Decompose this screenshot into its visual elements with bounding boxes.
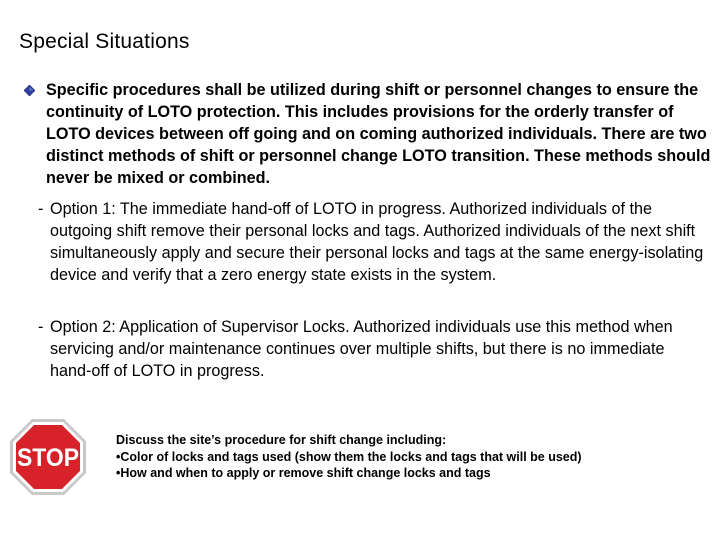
stop-sign-label: STOP	[17, 444, 79, 472]
option-2	[38, 316, 706, 382]
discussion-line: •Color of locks and tags used (show them the locks and tags that will be used)	[116, 449, 582, 464]
page-title: Special Situations	[19, 30, 190, 53]
option-2-text: Option 2: Application of Supervisor Locks. Authorized individuals use this method when servicing and/or maintenance continues over multiple shifts, but there is no immediate hand-off of LOTO in progress.	[50, 318, 673, 380]
discussion-line: Discuss the site’s procedure for shift change including:	[116, 433, 447, 447]
discussion-notes	[116, 432, 706, 482]
stop-sign-icon	[9, 418, 87, 496]
option-1-text: Option 1: The immediate hand-off of LOTO in progress. Authorized individuals of the outgoing shift remove their personal locks and tags. Authorized individuals of the next shift simultaneously apply and secure their personal locks and tags at the same energy-isolating device and verify that a zero energy state exists in the system.	[50, 200, 704, 284]
discussion-line: •How and when to apply or remove shift change locks and tags	[116, 466, 491, 480]
dash-marker: -	[38, 200, 44, 218]
dash-marker: -	[38, 318, 44, 336]
main-bullet-text: Specific procedures shall be utilized during shift or personnel changes to ensure the continuity of LOTO protection. This includes provisions for the orderly transfer of LOTO devices between off going and on coming authorized individuals. There are two distinct methods of shift or personnel change LOTO transition. These methods should never be mixed or combined.	[46, 81, 711, 187]
option-1	[38, 198, 706, 286]
diamond-bullet-icon	[24, 85, 35, 96]
